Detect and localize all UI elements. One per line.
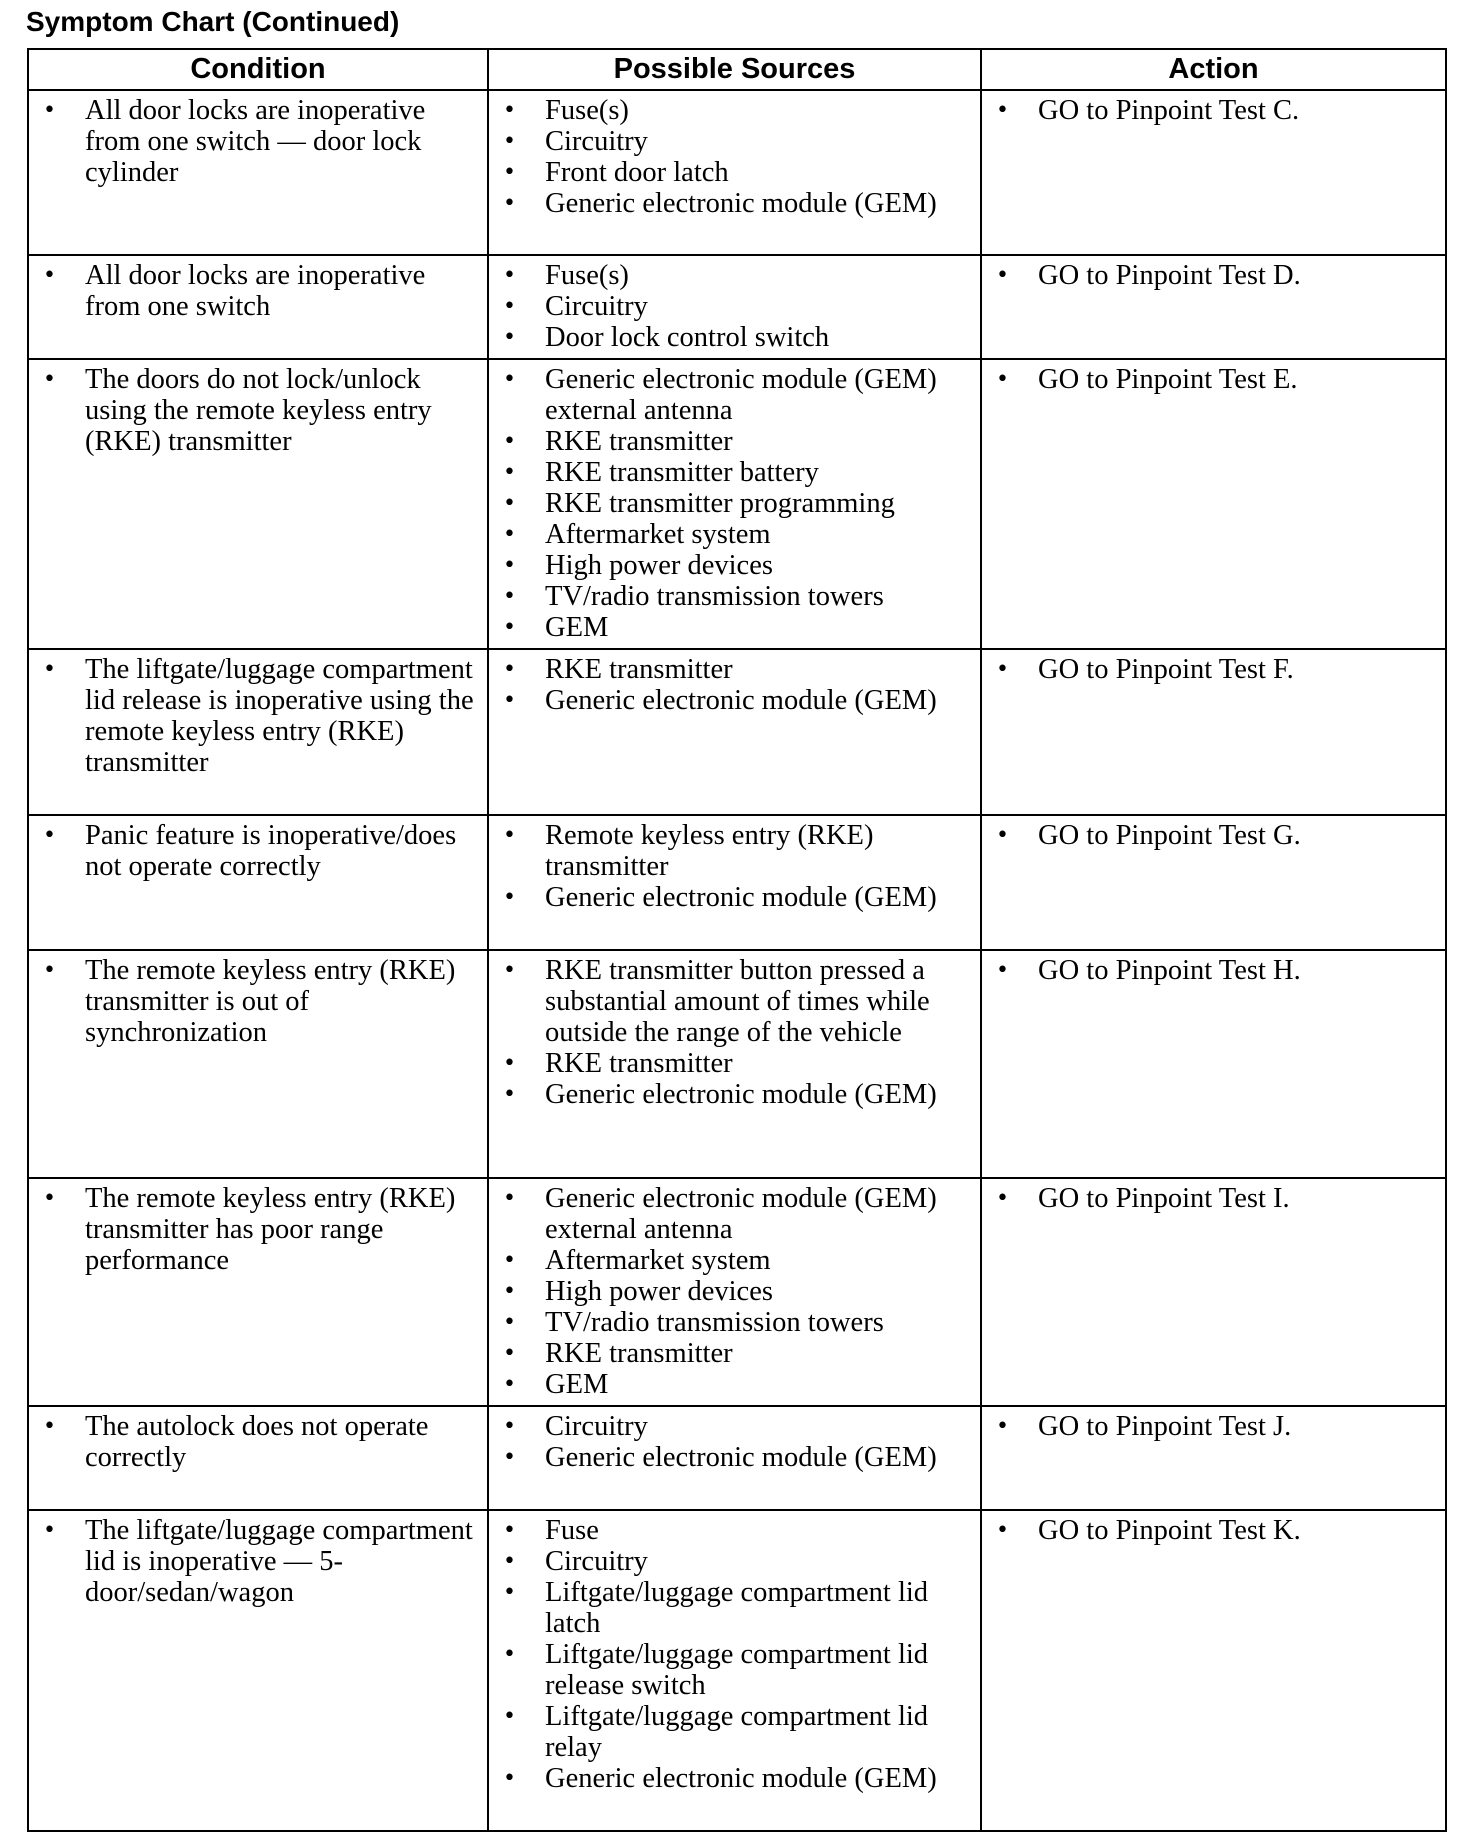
bullet-icon: • xyxy=(996,1186,1009,1211)
bullet-icon: • xyxy=(503,688,516,713)
bullet-icon: • xyxy=(996,1414,1009,1439)
bullet-icon: • xyxy=(503,160,516,185)
condition-list xyxy=(29,820,479,882)
condition-cell xyxy=(28,90,488,255)
action-text: GO to Pinpoint Test E. xyxy=(1038,364,1298,395)
list-item xyxy=(489,550,972,581)
possible-sources-text: TV/radio transmission towers xyxy=(545,581,884,612)
bullet-icon: • xyxy=(43,98,56,123)
possible-sources-cell xyxy=(488,1178,981,1406)
possible-sources-text: Fuse(s) xyxy=(545,260,629,291)
list-item xyxy=(982,1411,1437,1442)
possible-sources-text: Circuitry xyxy=(545,1411,648,1442)
list-item xyxy=(982,955,1437,986)
possible-sources-cell xyxy=(488,255,981,359)
possible-sources-text: RKE transmitter xyxy=(545,654,733,685)
possible-sources-text: Generic electronic module (GEM) xyxy=(545,1079,937,1110)
bullet-icon: • xyxy=(503,1082,516,1107)
action-text: GO to Pinpoint Test G. xyxy=(1038,820,1301,851)
list-item xyxy=(489,157,972,188)
list-item xyxy=(489,1307,972,1338)
possible-sources-text: TV/radio transmission towers xyxy=(545,1307,884,1338)
possible-sources-list xyxy=(489,955,972,1110)
bullet-icon: • xyxy=(43,657,56,682)
action-list xyxy=(982,95,1437,126)
condition-list xyxy=(29,1411,479,1473)
possible-sources-text: Generic electronic module (GEM) xyxy=(545,1442,937,1473)
bullet-icon: • xyxy=(503,1248,516,1273)
list-item xyxy=(489,1338,972,1369)
possible-sources-text: Door lock control switch xyxy=(545,322,830,353)
action-list xyxy=(982,260,1437,291)
condition-text: All door locks are inoperative from one switch — door lock cylinder xyxy=(85,95,426,188)
action-list xyxy=(982,654,1437,685)
possible-sources-list xyxy=(489,364,972,643)
possible-sources-text: Generic electronic module (GEM) xyxy=(545,685,937,716)
possible-sources-text: RKE transmitter programming xyxy=(545,488,895,519)
action-cell xyxy=(981,1510,1446,1831)
possible-sources-list xyxy=(489,95,972,219)
possible-sources-cell xyxy=(488,649,981,815)
condition-text: All door locks are inoperative from one switch xyxy=(85,260,426,322)
bullet-icon: • xyxy=(503,367,516,392)
possible-sources-text: GEM xyxy=(545,1369,609,1400)
action-list xyxy=(982,820,1437,851)
bullet-icon: • xyxy=(503,553,516,578)
condition-cell xyxy=(28,1406,488,1510)
condition-cell xyxy=(28,255,488,359)
list-item xyxy=(489,612,972,643)
condition-list xyxy=(29,955,479,1048)
header-condition: Condition xyxy=(28,49,488,90)
list-item xyxy=(489,1442,972,1473)
action-cell xyxy=(981,1178,1446,1406)
bullet-icon: • xyxy=(503,1341,516,1366)
list-item xyxy=(489,364,972,426)
list-item xyxy=(982,654,1437,685)
bullet-icon: • xyxy=(503,584,516,609)
bullet-icon: • xyxy=(996,823,1009,848)
action-list xyxy=(982,1515,1437,1546)
possible-sources-text: Liftgate/luggage compartment lid latch xyxy=(545,1577,929,1639)
list-item xyxy=(29,820,479,882)
condition-text: The doors do not lock/unlock using the remote keyless entry (RKE) transmitter xyxy=(85,364,432,457)
possible-sources-text: Generic electronic module (GEM) xyxy=(545,882,937,913)
bullet-icon: • xyxy=(503,1766,516,1791)
list-item xyxy=(489,882,972,913)
condition-list xyxy=(29,654,479,778)
list-item xyxy=(489,654,972,685)
bullet-icon: • xyxy=(503,1445,516,1470)
bullet-icon: • xyxy=(503,191,516,216)
list-item xyxy=(489,95,972,126)
bullet-icon: • xyxy=(43,1518,56,1543)
possible-sources-cell xyxy=(488,359,981,649)
list-item xyxy=(489,1701,972,1763)
bullet-icon: • xyxy=(996,958,1009,983)
table-row xyxy=(28,255,1446,359)
condition-list xyxy=(29,95,479,188)
possible-sources-cell xyxy=(488,950,981,1178)
possible-sources-text: RKE transmitter xyxy=(545,426,733,457)
bullet-icon: • xyxy=(43,367,56,392)
list-item xyxy=(29,1515,479,1608)
table-row xyxy=(28,950,1446,1178)
action-list xyxy=(982,364,1437,395)
condition-list xyxy=(29,1183,479,1276)
table-row xyxy=(28,649,1446,815)
condition-cell xyxy=(28,1178,488,1406)
bullet-icon: • xyxy=(503,823,516,848)
bullet-icon: • xyxy=(43,263,56,288)
condition-list xyxy=(29,260,479,322)
page-title: Symptom Chart (Continued) xyxy=(26,6,400,37)
bullet-icon: • xyxy=(503,522,516,547)
list-item xyxy=(489,1245,972,1276)
condition-cell xyxy=(28,815,488,950)
possible-sources-cell xyxy=(488,815,981,950)
action-cell xyxy=(981,90,1446,255)
header-action: Action xyxy=(981,49,1446,90)
condition-text: Panic feature is inoperative/does not operate correctly xyxy=(85,820,457,882)
list-item xyxy=(982,820,1437,851)
list-item xyxy=(489,1276,972,1307)
action-text: GO to Pinpoint Test C. xyxy=(1038,95,1300,126)
possible-sources-text: Front door latch xyxy=(545,157,729,188)
bullet-icon: • xyxy=(996,367,1009,392)
action-list xyxy=(982,955,1437,986)
bullet-icon: • xyxy=(503,1704,516,1729)
action-text: GO to Pinpoint Test F. xyxy=(1038,654,1294,685)
list-item xyxy=(489,322,972,353)
bullet-icon: • xyxy=(503,294,516,319)
list-item xyxy=(982,364,1437,395)
possible-sources-text: RKE transmitter xyxy=(545,1048,733,1079)
bullet-icon: • xyxy=(996,98,1009,123)
bullet-icon: • xyxy=(503,1279,516,1304)
condition-list xyxy=(29,364,479,457)
action-text: GO to Pinpoint Test K. xyxy=(1038,1515,1301,1546)
bullet-icon: • xyxy=(503,885,516,910)
condition-text: The remote keyless entry (RKE) transmitter is out of synchronization xyxy=(85,955,456,1048)
action-text: GO to Pinpoint Test I. xyxy=(1038,1183,1290,1214)
possible-sources-text: Liftgate/luggage compartment lid release switch xyxy=(545,1639,929,1701)
list-item xyxy=(489,291,972,322)
list-item xyxy=(982,1183,1437,1214)
list-item xyxy=(29,95,479,188)
list-item xyxy=(29,654,479,778)
bullet-icon: • xyxy=(503,615,516,640)
possible-sources-text: Remote keyless entry (RKE) transmitter xyxy=(545,820,874,882)
bullet-icon: • xyxy=(43,958,56,983)
list-item xyxy=(29,955,479,1048)
action-cell xyxy=(981,1406,1446,1510)
symptom-chart-table xyxy=(27,48,1447,1832)
possible-sources-list xyxy=(489,1515,972,1794)
list-item xyxy=(489,126,972,157)
condition-cell xyxy=(28,649,488,815)
condition-text: The liftgate/luggage compartment lid is inoperative — 5-door/sedan/wagon xyxy=(85,1515,473,1608)
possible-sources-text: Aftermarket system xyxy=(545,1245,771,1276)
table-row xyxy=(28,815,1446,950)
list-item xyxy=(489,188,972,219)
possible-sources-list xyxy=(489,654,972,716)
possible-sources-text: RKE transmitter button pressed a substantial amount of times while outside the range of the vehicle xyxy=(545,955,930,1048)
list-item xyxy=(489,1079,972,1110)
action-cell xyxy=(981,255,1446,359)
possible-sources-text: Generic electronic module (GEM) external antenna xyxy=(545,1183,937,1245)
possible-sources-text: Generic electronic module (GEM) xyxy=(545,188,937,219)
possible-sources-text: RKE transmitter battery xyxy=(545,457,819,488)
possible-sources-list xyxy=(489,820,972,913)
possible-sources-list xyxy=(489,1183,972,1400)
list-item xyxy=(489,955,972,1048)
bullet-icon: • xyxy=(503,263,516,288)
list-item xyxy=(29,260,479,322)
bullet-icon: • xyxy=(503,958,516,983)
possible-sources-cell xyxy=(488,1406,981,1510)
bullet-icon: • xyxy=(503,460,516,485)
header-possible-sources: Possible Sources xyxy=(488,49,981,90)
possible-sources-text: RKE transmitter xyxy=(545,1338,733,1369)
possible-sources-text: Generic electronic module (GEM) external antenna xyxy=(545,364,937,426)
list-item xyxy=(489,1515,972,1546)
action-cell xyxy=(981,815,1446,950)
list-item xyxy=(489,581,972,612)
bullet-icon: • xyxy=(503,1186,516,1211)
list-item xyxy=(489,488,972,519)
bullet-icon: • xyxy=(996,1518,1009,1543)
bullet-icon: • xyxy=(503,491,516,516)
list-item xyxy=(489,685,972,716)
possible-sources-list xyxy=(489,260,972,353)
list-item xyxy=(489,260,972,291)
bullet-icon: • xyxy=(503,325,516,350)
bullet-icon: • xyxy=(503,98,516,123)
table-row xyxy=(28,1510,1446,1831)
list-item xyxy=(489,1048,972,1079)
condition-cell xyxy=(28,1510,488,1831)
possible-sources-text: Circuitry xyxy=(545,291,648,322)
list-item xyxy=(489,1369,972,1400)
header-row xyxy=(28,49,1446,90)
bullet-icon: • xyxy=(503,1580,516,1605)
table-row xyxy=(28,1406,1446,1510)
list-item xyxy=(982,1515,1437,1546)
condition-list xyxy=(29,1515,479,1608)
bullet-icon: • xyxy=(43,823,56,848)
action-text: GO to Pinpoint Test H. xyxy=(1038,955,1301,986)
bullet-icon: • xyxy=(996,657,1009,682)
list-item xyxy=(489,519,972,550)
bullet-icon: • xyxy=(503,1372,516,1397)
possible-sources-cell xyxy=(488,1510,981,1831)
possible-sources-text: Generic electronic module (GEM) xyxy=(545,1763,937,1794)
table-row xyxy=(28,90,1446,255)
possible-sources-text: High power devices xyxy=(545,550,773,581)
table-row xyxy=(28,359,1446,649)
action-text: GO to Pinpoint Test D. xyxy=(1038,260,1301,291)
condition-cell xyxy=(28,359,488,649)
action-list xyxy=(982,1411,1437,1442)
possible-sources-text: Circuitry xyxy=(545,126,648,157)
list-item xyxy=(489,1411,972,1442)
possible-sources-text: Fuse(s) xyxy=(545,95,629,126)
list-item xyxy=(29,1183,479,1276)
action-cell xyxy=(981,649,1446,815)
possible-sources-text: Fuse xyxy=(545,1515,599,1546)
action-cell xyxy=(981,359,1446,649)
table-row xyxy=(28,1178,1446,1406)
bullet-icon: • xyxy=(503,1310,516,1335)
possible-sources-text: GEM xyxy=(545,612,609,643)
list-item xyxy=(489,457,972,488)
action-list xyxy=(982,1183,1437,1214)
bullet-icon: • xyxy=(503,1549,516,1574)
list-item xyxy=(982,95,1437,126)
action-cell xyxy=(981,950,1446,1178)
bullet-icon: • xyxy=(503,1414,516,1439)
bullet-icon: • xyxy=(43,1414,56,1439)
list-item xyxy=(29,364,479,457)
list-item xyxy=(489,1639,972,1701)
list-item xyxy=(29,1411,479,1473)
possible-sources-cell xyxy=(488,90,981,255)
list-item xyxy=(489,820,972,882)
possible-sources-text: Liftgate/luggage compartment lid relay xyxy=(545,1701,929,1763)
possible-sources-text: Circuitry xyxy=(545,1546,648,1577)
condition-text: The liftgate/luggage compartment lid release is inoperative using the remote keyless entry (RKE) transmitter xyxy=(85,654,474,778)
list-item xyxy=(489,426,972,457)
list-item xyxy=(489,1577,972,1639)
bullet-icon: • xyxy=(503,429,516,454)
bullet-icon: • xyxy=(43,1186,56,1211)
bullet-icon: • xyxy=(503,1518,516,1543)
bullet-icon: • xyxy=(503,1642,516,1667)
condition-text: The remote keyless entry (RKE) transmitter has poor range performance xyxy=(85,1183,456,1276)
bullet-icon: • xyxy=(503,1051,516,1076)
bullet-icon: • xyxy=(503,657,516,682)
condition-cell xyxy=(28,950,488,1178)
list-item xyxy=(489,1763,972,1794)
bullet-icon: • xyxy=(503,129,516,154)
possible-sources-text: High power devices xyxy=(545,1276,773,1307)
list-item xyxy=(489,1546,972,1577)
list-item xyxy=(982,260,1437,291)
action-text: GO to Pinpoint Test J. xyxy=(1038,1411,1292,1442)
possible-sources-list xyxy=(489,1411,972,1473)
possible-sources-text: Aftermarket system xyxy=(545,519,771,550)
list-item xyxy=(489,1183,972,1245)
bullet-icon: • xyxy=(996,263,1009,288)
condition-text: The autolock does not operate correctly xyxy=(85,1411,429,1473)
